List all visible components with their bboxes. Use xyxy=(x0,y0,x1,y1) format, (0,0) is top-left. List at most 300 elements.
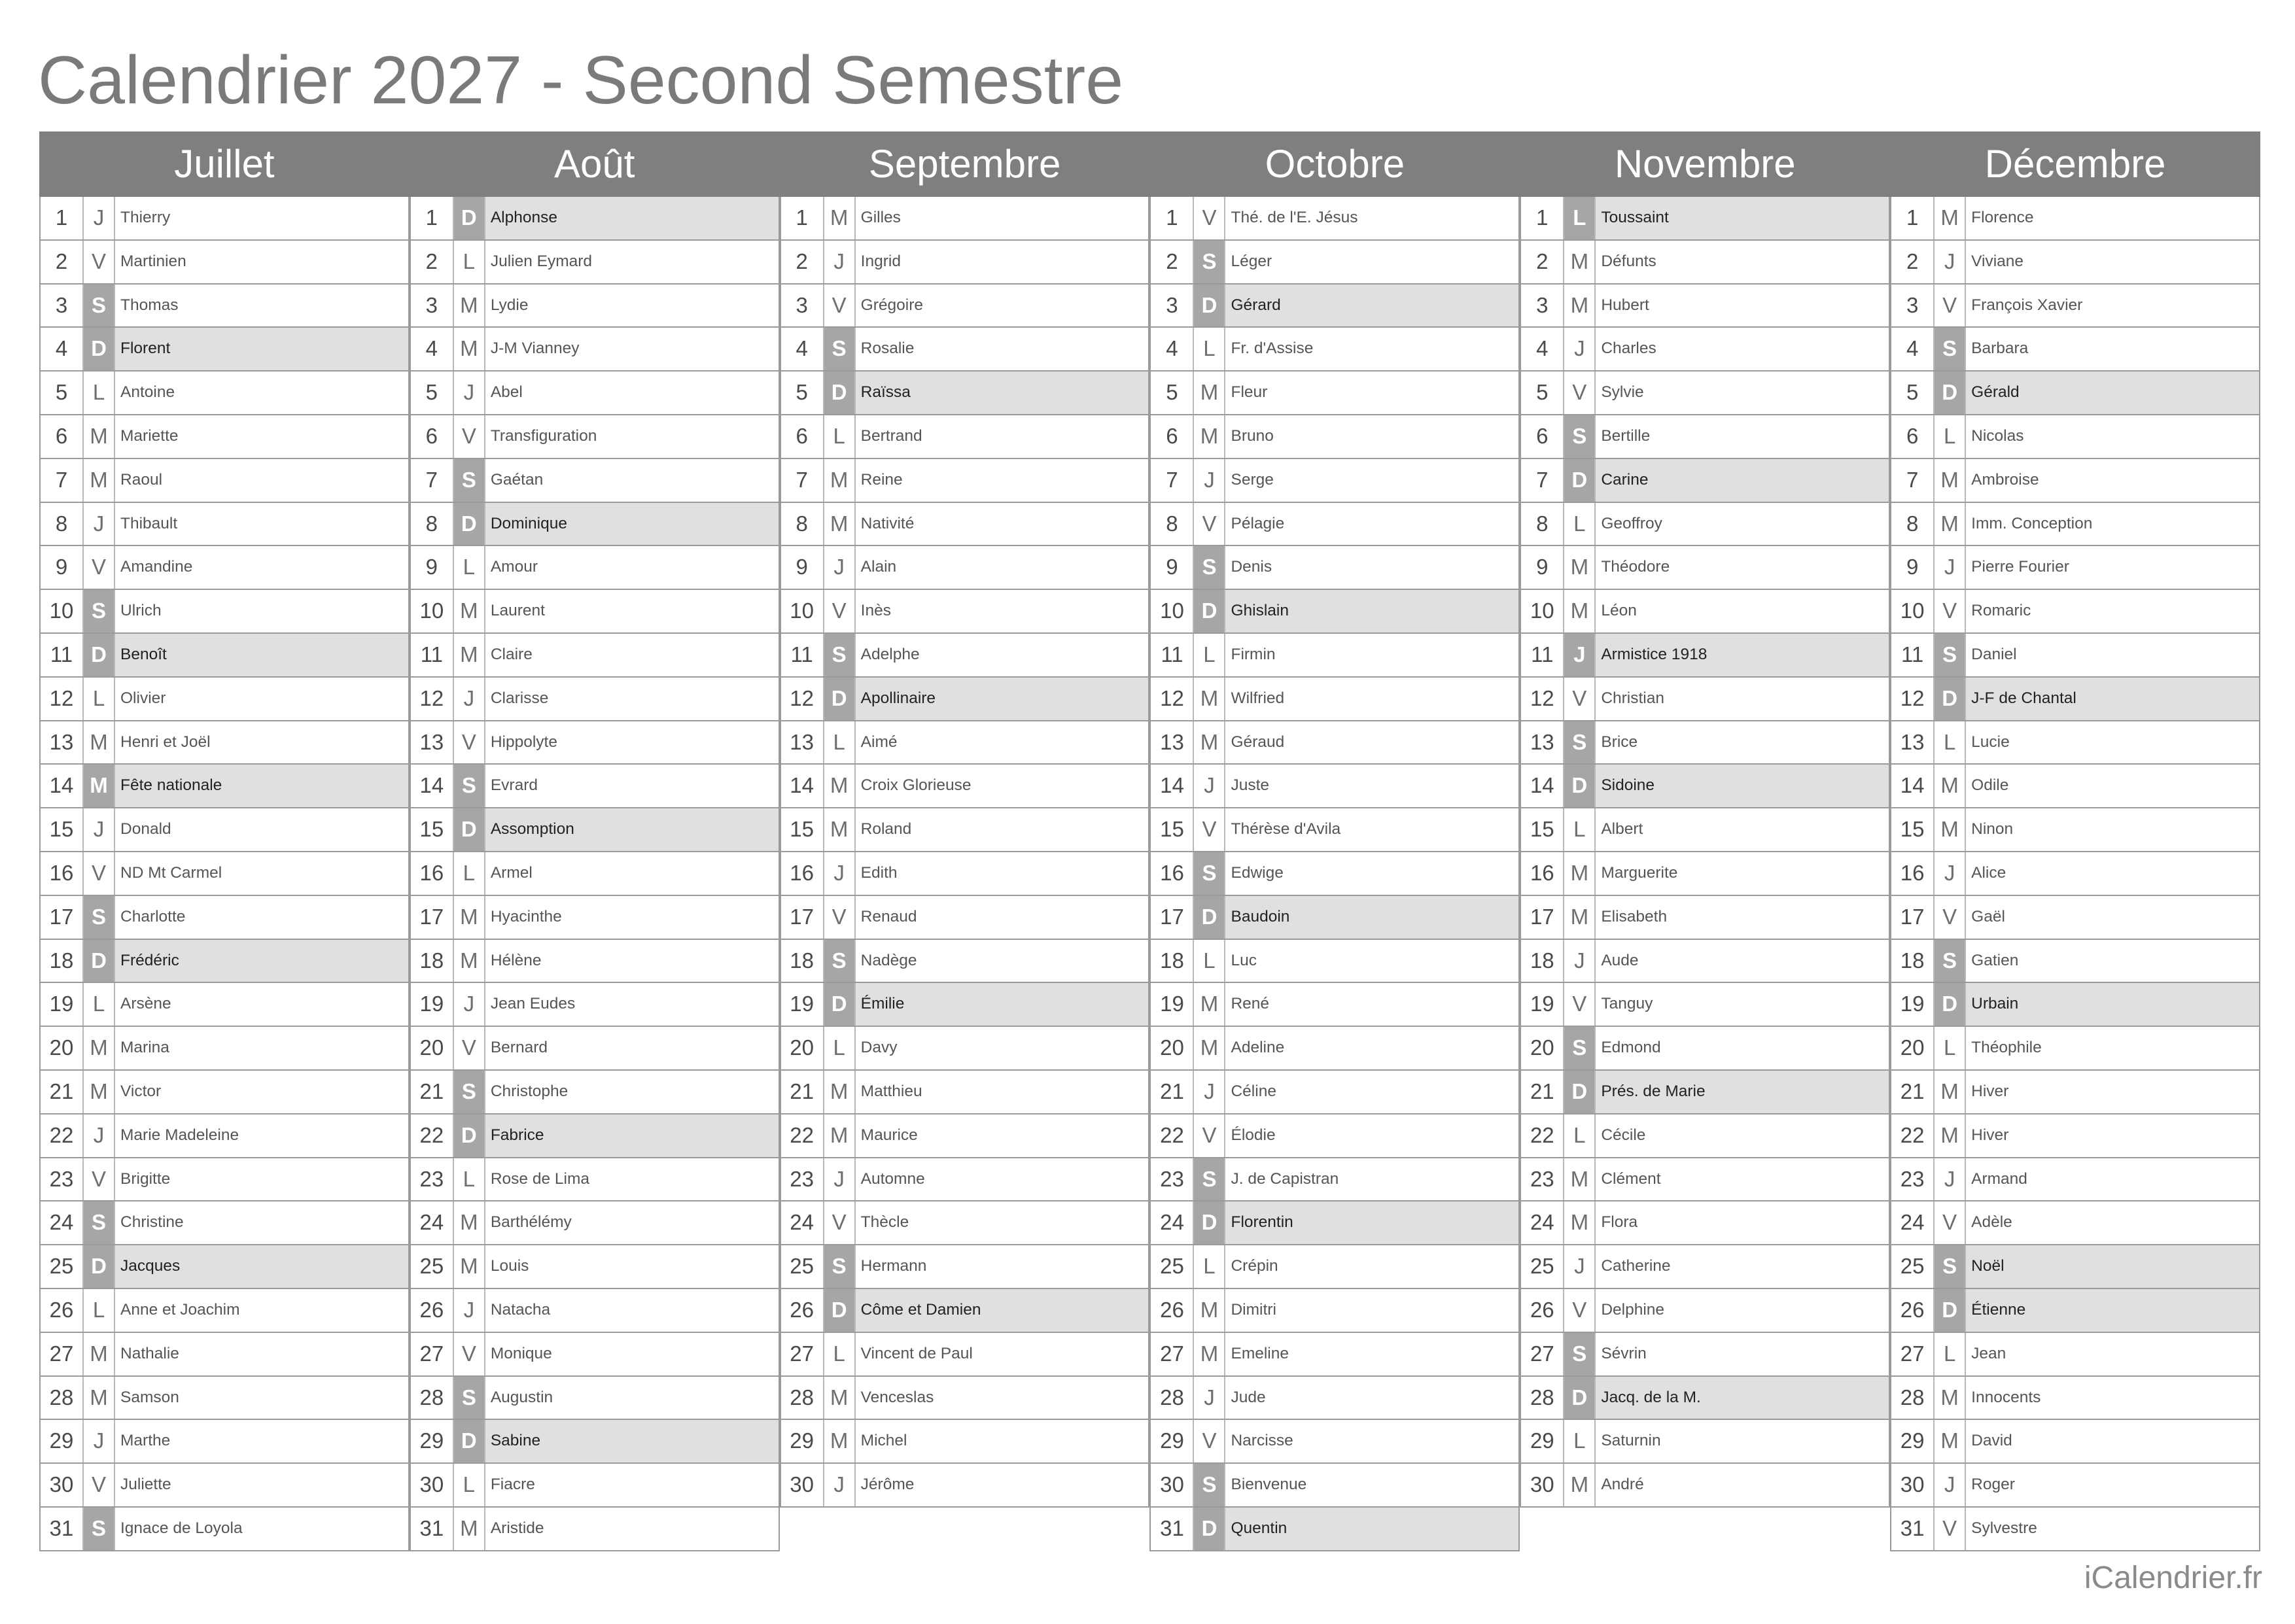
day-number: 20 xyxy=(1151,1027,1194,1069)
weekday-letter: V xyxy=(824,1201,856,1244)
weekday-letter: M xyxy=(1194,1333,1225,1375)
saint-name: Bruno xyxy=(1231,426,1274,445)
day-row xyxy=(780,1377,1150,1421)
weekday-letter: D xyxy=(824,371,856,414)
day-row xyxy=(1149,1114,1520,1158)
saint-name: Gaétan xyxy=(490,470,544,489)
day-number: 8 xyxy=(1891,503,1935,545)
day-number: 21 xyxy=(41,1071,84,1113)
weekday-letter: D xyxy=(1194,1508,1225,1550)
day-number: 31 xyxy=(1151,1508,1194,1550)
calendar-grid xyxy=(39,197,2260,1551)
day-number: 18 xyxy=(1521,940,1564,982)
day-number: 24 xyxy=(1151,1201,1194,1244)
weekday-letter: S xyxy=(1935,940,1966,982)
saint-name: Wilfried xyxy=(1231,689,1285,707)
weekday-letter: L xyxy=(824,415,856,458)
day-row xyxy=(1520,1071,1890,1114)
day-number: 13 xyxy=(1151,721,1194,764)
day-row xyxy=(780,1289,1150,1333)
saint-name: Fabrice xyxy=(490,1126,544,1144)
day-number: 11 xyxy=(411,634,454,676)
weekday-letter: M xyxy=(1564,896,1596,939)
day-row xyxy=(780,546,1150,590)
month-header-row xyxy=(39,131,2260,197)
weekday-letter: J xyxy=(824,852,856,895)
day-row xyxy=(1890,634,2260,678)
saint-name: Rosalie xyxy=(860,339,915,358)
weekday-letter: V xyxy=(1564,983,1596,1026)
weekday-letter: J xyxy=(824,1158,856,1201)
day-row xyxy=(1149,765,1520,808)
day-row xyxy=(1149,1027,1520,1071)
saint-name: Geoffroy xyxy=(1601,514,1662,532)
saint-name: Edith xyxy=(860,863,898,882)
day-row xyxy=(410,285,780,328)
weekday-letter: V xyxy=(824,896,856,939)
saint-name: Défunts xyxy=(1601,252,1656,270)
day-number: 29 xyxy=(1521,1420,1564,1462)
day-row xyxy=(410,1508,780,1551)
saint-name: Nathalie xyxy=(120,1344,179,1362)
saint-name: Innocents xyxy=(1971,1388,2041,1406)
day-row xyxy=(410,1201,780,1245)
day-row xyxy=(410,678,780,721)
day-row xyxy=(780,1464,1150,1508)
saint-name: Flora xyxy=(1601,1213,1638,1232)
saint-name: Pélagie xyxy=(1231,514,1285,532)
weekday-letter: M xyxy=(1935,1377,1966,1419)
month-column xyxy=(1520,197,1890,1551)
day-row xyxy=(1149,1201,1520,1245)
day-number: 2 xyxy=(411,241,454,283)
day-row xyxy=(1890,1420,2260,1464)
day-row xyxy=(1149,983,1520,1027)
page-title: Calendrier 2027 - Second Semestre xyxy=(38,43,1124,118)
weekday-letter: D xyxy=(1935,678,1966,720)
weekday-letter: M xyxy=(824,1377,856,1419)
day-number: 20 xyxy=(1891,1027,1935,1069)
day-number: 25 xyxy=(781,1245,824,1288)
day-row xyxy=(1890,852,2260,896)
day-number: 6 xyxy=(1891,415,1935,458)
saint-name: Maurice xyxy=(860,1126,918,1144)
day-row xyxy=(1520,1027,1890,1071)
month-header-novembre: Novembre xyxy=(1614,142,1796,186)
day-row xyxy=(1520,678,1890,721)
day-row xyxy=(39,634,410,678)
weekday-letter: M xyxy=(824,1114,856,1157)
day-row xyxy=(1149,808,1520,852)
day-number: 30 xyxy=(41,1464,84,1506)
saint-name: Laurent xyxy=(490,602,545,620)
day-number: 16 xyxy=(1521,852,1564,895)
day-number: 25 xyxy=(1891,1245,1935,1288)
weekday-letter: S xyxy=(1194,546,1225,589)
day-row xyxy=(1890,983,2260,1027)
day-number: 3 xyxy=(1151,285,1194,327)
weekday-letter: J xyxy=(84,1114,115,1157)
day-row xyxy=(1890,503,2260,547)
day-number: 3 xyxy=(1521,285,1564,327)
saint-name: Pierre Fourier xyxy=(1971,558,2069,576)
saint-name: Albert xyxy=(1601,820,1643,838)
month-column xyxy=(410,197,780,1551)
day-row xyxy=(780,1114,1150,1158)
day-row xyxy=(1890,590,2260,634)
day-number: 28 xyxy=(411,1377,454,1419)
saint-name: Hippolyte xyxy=(490,733,557,751)
saint-name: Martinien xyxy=(120,252,186,270)
saint-name: Sylvestre xyxy=(1971,1519,2037,1537)
day-number: 12 xyxy=(1151,678,1194,720)
saint-name: Thècle xyxy=(860,1213,909,1232)
day-row xyxy=(1890,896,2260,940)
month-column xyxy=(780,197,1150,1551)
saint-name: Romaric xyxy=(1971,602,2031,620)
day-number: 7 xyxy=(411,459,454,502)
day-number: 22 xyxy=(411,1114,454,1157)
saint-name: Saturnin xyxy=(1601,1432,1661,1450)
day-row xyxy=(780,590,1150,634)
month-header-aout: Août xyxy=(554,142,635,186)
day-number: 11 xyxy=(41,634,84,676)
month-header-septembre: Septembre xyxy=(868,142,1061,186)
saint-name: Florentin xyxy=(1231,1213,1293,1232)
saint-name: Armel xyxy=(490,863,533,882)
weekday-letter: D xyxy=(1935,371,1966,414)
weekday-letter: M xyxy=(1194,721,1225,764)
day-number: 14 xyxy=(781,765,824,807)
saint-name: Thierry xyxy=(120,209,171,226)
day-row xyxy=(410,503,780,547)
saint-name: Jean xyxy=(1971,1344,2006,1362)
day-row xyxy=(1520,983,1890,1027)
day-row xyxy=(1890,1508,2260,1551)
day-row xyxy=(410,590,780,634)
day-number: 11 xyxy=(781,634,824,676)
day-row xyxy=(1890,415,2260,459)
day-number: 17 xyxy=(411,896,454,939)
day-row xyxy=(1149,1245,1520,1289)
saint-name: Urbain xyxy=(1971,995,2019,1013)
saint-name: Christian xyxy=(1601,689,1664,707)
day-number: 18 xyxy=(1891,940,1935,982)
saint-name: Hermann xyxy=(860,1257,927,1275)
saint-name: Mariette xyxy=(120,426,179,445)
weekday-letter: V xyxy=(1935,590,1966,632)
day-row xyxy=(410,328,780,371)
day-row xyxy=(780,1071,1150,1114)
day-number: 23 xyxy=(1891,1158,1935,1201)
day-row xyxy=(410,983,780,1027)
weekday-letter: M xyxy=(1935,1071,1966,1113)
day-number: 28 xyxy=(41,1377,84,1419)
weekday-letter: L xyxy=(1564,503,1596,545)
day-number: 25 xyxy=(1521,1245,1564,1288)
day-row xyxy=(410,1464,780,1508)
saint-name: Charles xyxy=(1601,339,1656,358)
day-number: 28 xyxy=(1151,1377,1194,1419)
saint-name: Tanguy xyxy=(1601,995,1653,1013)
saint-name: Assomption xyxy=(490,820,574,838)
weekday-letter: M xyxy=(84,765,115,807)
weekday-letter: J xyxy=(84,503,115,545)
day-row xyxy=(780,328,1150,371)
day-row xyxy=(39,590,410,634)
day-number: 3 xyxy=(1891,285,1935,327)
day-number: 17 xyxy=(781,896,824,939)
saint-name: Théophile xyxy=(1971,1039,2042,1057)
saint-name: Lucie xyxy=(1971,733,2010,751)
saint-name: Transfiguration xyxy=(490,426,597,445)
day-number: 29 xyxy=(41,1420,84,1462)
saint-name: Daniel xyxy=(1971,645,2017,663)
saint-name: Cécile xyxy=(1601,1126,1646,1144)
weekday-letter: J xyxy=(824,1464,856,1506)
day-number: 28 xyxy=(1891,1377,1935,1419)
day-number: 22 xyxy=(781,1114,824,1157)
day-number: 15 xyxy=(1151,808,1194,851)
weekday-letter: V xyxy=(84,546,115,589)
saint-name: Fr. d'Assise xyxy=(1231,339,1314,358)
saint-name: Lydie xyxy=(490,296,529,314)
day-row xyxy=(410,241,780,285)
weekday-letter: D xyxy=(1194,590,1225,632)
day-number: 6 xyxy=(781,415,824,458)
weekday-letter: L xyxy=(84,678,115,720)
saint-name: Fête nationale xyxy=(120,776,222,795)
weekday-letter: D xyxy=(1935,983,1966,1026)
saint-name: Jean Eudes xyxy=(490,995,576,1013)
weekday-letter: M xyxy=(454,634,485,676)
saint-name: Antoine xyxy=(120,383,175,402)
day-row xyxy=(1890,940,2260,984)
day-row xyxy=(410,634,780,678)
day-number: 1 xyxy=(411,197,454,239)
day-number: 14 xyxy=(1151,765,1194,807)
day-row xyxy=(39,328,410,371)
saint-name: Carine xyxy=(1601,470,1649,489)
weekday-letter: L xyxy=(454,1464,485,1506)
day-number: 10 xyxy=(1521,590,1564,632)
day-row xyxy=(1520,546,1890,590)
day-row xyxy=(39,415,410,459)
saint-name: Benoît xyxy=(120,645,167,663)
day-number: 2 xyxy=(1891,241,1935,283)
weekday-letter: M xyxy=(1935,459,1966,502)
day-row xyxy=(780,852,1150,896)
saint-name: Luc xyxy=(1231,951,1257,969)
day-number: 24 xyxy=(1891,1201,1935,1244)
day-row xyxy=(780,1201,1150,1245)
saint-name: Aimé xyxy=(860,733,898,751)
saint-name: Dominique xyxy=(490,514,567,532)
weekday-letter: M xyxy=(1935,1420,1966,1462)
day-row xyxy=(39,1071,410,1114)
weekday-letter: M xyxy=(454,896,485,939)
saint-name: Edmond xyxy=(1601,1039,1661,1057)
day-number: 31 xyxy=(41,1508,84,1550)
day-number: 17 xyxy=(1891,896,1935,939)
saint-name: Ingrid xyxy=(860,252,901,270)
day-row xyxy=(410,197,780,241)
saint-name: Florence xyxy=(1971,209,2034,226)
day-number: 19 xyxy=(41,983,84,1026)
day-row xyxy=(1520,1289,1890,1333)
saint-name: Evrard xyxy=(490,776,538,795)
saint-name: Venceslas xyxy=(860,1388,934,1406)
weekday-letter: J xyxy=(1935,546,1966,589)
saint-name: Firmin xyxy=(1231,645,1276,663)
saint-name: Étienne xyxy=(1971,1300,2026,1319)
day-number: 22 xyxy=(1521,1114,1564,1157)
day-number: 15 xyxy=(1521,808,1564,851)
day-number: 26 xyxy=(1891,1289,1935,1332)
day-row xyxy=(1149,1071,1520,1114)
weekday-letter: J xyxy=(1935,241,1966,283)
weekday-letter: J xyxy=(1194,765,1225,807)
weekday-letter: J xyxy=(84,1420,115,1462)
weekday-letter: S xyxy=(84,590,115,632)
saint-name: Charlotte xyxy=(120,907,186,925)
day-number: 24 xyxy=(411,1201,454,1244)
saint-name: Henri et Joël xyxy=(120,733,211,751)
weekday-letter: M xyxy=(1194,1027,1225,1069)
day-row xyxy=(39,721,410,765)
weekday-letter: D xyxy=(824,1289,856,1332)
day-row xyxy=(1149,1333,1520,1377)
saint-name: Victor xyxy=(120,1082,162,1100)
day-row xyxy=(39,1201,410,1245)
day-number: 9 xyxy=(411,546,454,589)
day-row xyxy=(1149,852,1520,896)
day-row xyxy=(780,371,1150,415)
day-number: 19 xyxy=(781,983,824,1026)
day-number: 8 xyxy=(411,503,454,545)
weekday-letter: M xyxy=(1935,1114,1966,1157)
day-row xyxy=(1890,197,2260,241)
day-number: 3 xyxy=(41,285,84,327)
day-number: 4 xyxy=(1521,328,1564,370)
weekday-letter: S xyxy=(1194,241,1225,283)
day-row xyxy=(1520,1158,1890,1202)
weekday-letter: J xyxy=(1194,1071,1225,1113)
saint-name: André xyxy=(1601,1476,1644,1494)
day-row xyxy=(39,852,410,896)
day-number: 11 xyxy=(1891,634,1935,676)
weekday-letter: M xyxy=(1564,546,1596,589)
month-header-juillet: Juillet xyxy=(174,142,275,186)
saint-name: Imm. Conception xyxy=(1971,514,2093,532)
weekday-letter: M xyxy=(824,1420,856,1462)
day-row xyxy=(1890,285,2260,328)
weekday-letter: M xyxy=(454,1508,485,1550)
day-number: 21 xyxy=(781,1071,824,1113)
saint-name: Thérèse d'Avila xyxy=(1231,820,1341,838)
saint-name: Davy xyxy=(860,1039,898,1057)
day-row xyxy=(39,197,410,241)
weekday-letter: M xyxy=(1935,808,1966,851)
weekday-letter: J xyxy=(824,241,856,283)
day-number: 14 xyxy=(1521,765,1564,807)
weekday-letter: M xyxy=(824,197,856,239)
day-number: 2 xyxy=(41,241,84,283)
day-number: 30 xyxy=(1521,1464,1564,1506)
weekday-letter: S xyxy=(454,1071,485,1113)
day-row xyxy=(1520,634,1890,678)
day-row xyxy=(410,1289,780,1333)
weekday-letter: D xyxy=(84,328,115,370)
day-number: 13 xyxy=(781,721,824,764)
day-number: 21 xyxy=(411,1071,454,1113)
weekday-letter: M xyxy=(84,415,115,458)
month-column xyxy=(1149,197,1520,1551)
day-row xyxy=(1149,721,1520,765)
day-row xyxy=(39,983,410,1027)
day-row xyxy=(1149,1289,1520,1333)
day-number: 25 xyxy=(1151,1245,1194,1288)
month-header-octobre: Octobre xyxy=(1265,142,1405,186)
day-row xyxy=(780,983,1150,1027)
day-number: 12 xyxy=(411,678,454,720)
saint-name: Vincent de Paul xyxy=(860,1344,973,1362)
day-number: 20 xyxy=(411,1027,454,1069)
day-number: 23 xyxy=(781,1158,824,1201)
weekday-letter: S xyxy=(1564,1027,1596,1069)
saint-name: Crépin xyxy=(1231,1257,1278,1275)
saint-name: Abel xyxy=(490,383,523,402)
day-row xyxy=(1890,1245,2260,1289)
saint-name: Claire xyxy=(490,645,533,663)
saint-name: Juste xyxy=(1231,776,1270,795)
day-number: 5 xyxy=(1891,371,1935,414)
saint-name: Élodie xyxy=(1231,1126,1276,1144)
day-number: 19 xyxy=(1891,983,1935,1026)
saint-name: J-M Vianney xyxy=(490,339,580,358)
day-row xyxy=(410,459,780,503)
day-row xyxy=(1890,1114,2260,1158)
saint-name: Nicolas xyxy=(1971,426,2024,445)
weekday-letter: D xyxy=(824,983,856,1026)
saint-name: Marthe xyxy=(120,1432,171,1450)
weekday-letter: M xyxy=(824,459,856,502)
saint-name: Sylvie xyxy=(1601,383,1644,402)
day-number: 27 xyxy=(41,1333,84,1375)
day-row xyxy=(1149,241,1520,285)
day-number: 5 xyxy=(41,371,84,414)
day-number: 4 xyxy=(1151,328,1194,370)
weekday-letter: L xyxy=(824,721,856,764)
weekday-letter: D xyxy=(84,940,115,982)
day-row xyxy=(780,1420,1150,1464)
saint-name: Matthieu xyxy=(860,1082,922,1100)
saint-name: Géraud xyxy=(1231,733,1285,751)
weekday-letter: S xyxy=(1935,634,1966,676)
saint-name: Monique xyxy=(490,1344,552,1362)
saint-name: Gérard xyxy=(1231,296,1281,314)
day-row xyxy=(1520,1420,1890,1464)
weekday-letter: S xyxy=(1194,1158,1225,1201)
day-row xyxy=(1149,371,1520,415)
day-number: 21 xyxy=(1891,1071,1935,1113)
weekday-letter: S xyxy=(84,1201,115,1244)
day-row xyxy=(780,285,1150,328)
day-number: 16 xyxy=(781,852,824,895)
saint-name: Sévrin xyxy=(1601,1344,1647,1362)
weekday-letter: D xyxy=(1564,459,1596,502)
weekday-letter: M xyxy=(1935,765,1966,807)
